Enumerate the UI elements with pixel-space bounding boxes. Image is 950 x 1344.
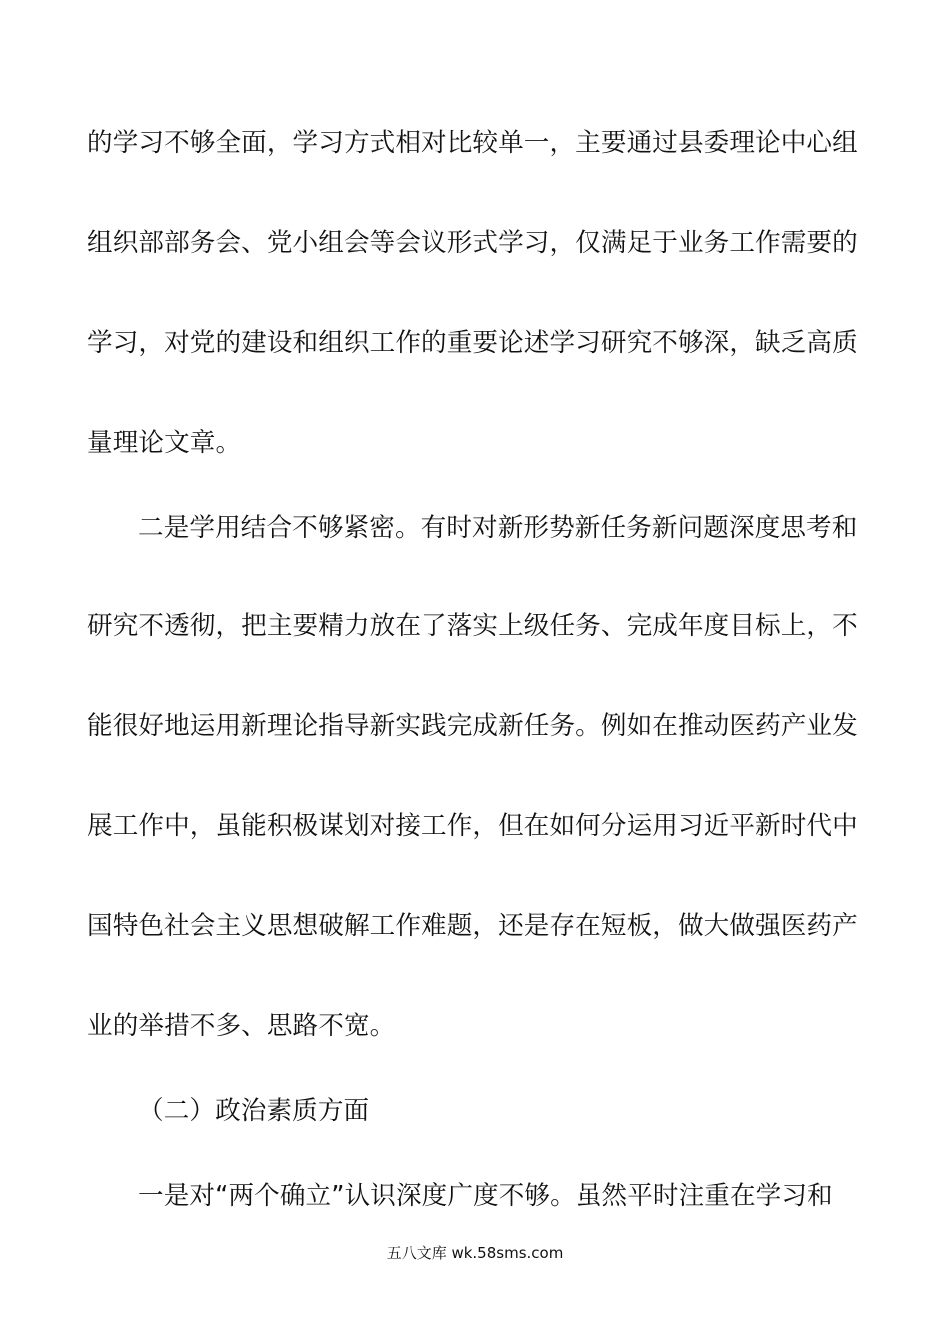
paragraph-first-line: 一是对“两个确立”认识深度广度不够。虽然平时注重在学习和	[138, 1181, 833, 1211]
body-text-line: 展工作中，虽能积极谋划对接工作，但在如何分运用习近平新时代中	[87, 811, 858, 841]
body-text-line: 研究不透彻，把主要精力放在了落实上级任务、完成年度目标上，不	[87, 611, 858, 641]
body-text-line: 能很好地运用新理论指导新实践完成新任务。例如在推动医药产业发	[87, 711, 858, 741]
body-text-line: 组织部部务会、党小组会等会议形式学习，仅满足于业务工作需要的	[87, 228, 858, 258]
body-text-line: 国特色社会主义思想破解工作难题，还是存在短板，做大做强医药产	[87, 911, 858, 941]
section-heading: （二）政治素质方面	[138, 1096, 370, 1126]
paragraph-first-line: 二是学用结合不够紧密。有时对新形势新任务新问题深度思考和	[138, 513, 858, 543]
body-text-line: 业的举措不多、思路不宽。	[87, 1011, 396, 1041]
body-text-line: 量理论文章。	[87, 428, 242, 458]
body-text-line: 的学习不够全面，学习方式相对比较单一，主要通过县委理论中心组	[87, 128, 858, 158]
page-footer-watermark: 五八文库 wk.58sms.com	[386, 1244, 564, 1262]
body-text-line: 学习，对党的建设和组织工作的重要论述学习研究不够深，缺乏高质	[87, 328, 858, 358]
